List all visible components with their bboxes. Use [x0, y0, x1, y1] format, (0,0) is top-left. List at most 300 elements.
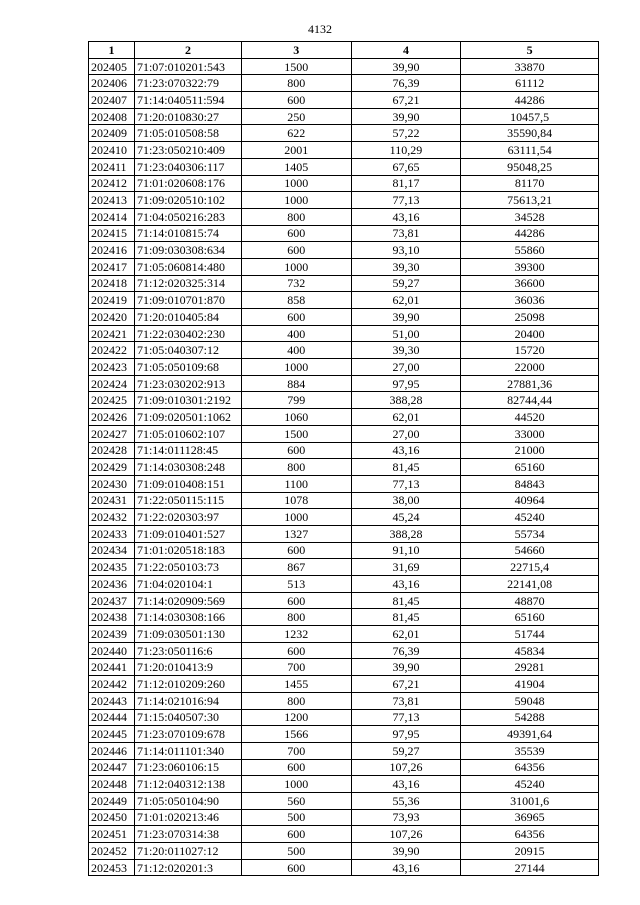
table-cell-col1: 202407: [89, 92, 135, 109]
table-row: [89, 108, 599, 125]
table-cell-col5: 51744: [461, 626, 599, 643]
table-cell-col2: 71:04:050216:283: [134, 208, 241, 225]
table-cell-col2: 71:12:040312:138: [134, 776, 241, 793]
table-cell-col2: 71:20:010830:27: [134, 108, 241, 125]
column-header-1: 1: [89, 42, 135, 59]
table-cell-col4: 43,16: [351, 208, 461, 225]
table-cell-col1: 202437: [89, 592, 135, 609]
table-cell-col1: 202442: [89, 676, 135, 693]
table-cell-col3: 400: [241, 325, 351, 342]
table-cell-col2: 71:12:020201:3: [134, 859, 241, 876]
table-cell-col3: 560: [241, 792, 351, 809]
table-cell-col4: 62,01: [351, 626, 461, 643]
table-cell-col4: 38,00: [351, 492, 461, 509]
table-row: [89, 292, 599, 309]
table-cell-col5: 36036: [461, 292, 599, 309]
table-cell-col4: 55,36: [351, 792, 461, 809]
table-cell-col3: 1405: [241, 158, 351, 175]
table-cell-col2: 71:14:030308:166: [134, 609, 241, 626]
table-cell-col3: 600: [241, 225, 351, 242]
table-cell-col1: 202434: [89, 542, 135, 559]
table-cell-col4: 39,90: [351, 843, 461, 860]
table-row: [89, 92, 599, 109]
table-cell-col5: 65160: [461, 609, 599, 626]
table-cell-col4: 76,39: [351, 642, 461, 659]
table-row: [89, 592, 599, 609]
table-cell-col1: 202449: [89, 792, 135, 809]
table-cell-col5: 39300: [461, 258, 599, 275]
table-cell-col5: 22715,4: [461, 559, 599, 576]
table-cell-col1: 202421: [89, 325, 135, 342]
table-cell-col2: 71:14:011128:45: [134, 442, 241, 459]
table-cell-col3: 400: [241, 342, 351, 359]
table-cell-col1: 202433: [89, 525, 135, 542]
table-cell-col3: 799: [241, 392, 351, 409]
table-cell-col5: 64356: [461, 826, 599, 843]
table-cell-col3: 250: [241, 108, 351, 125]
table-cell-col3: 700: [241, 742, 351, 759]
table-row: [89, 442, 599, 459]
table-cell-col3: 600: [241, 442, 351, 459]
table-cell-col4: 77,13: [351, 709, 461, 726]
table-cell-col4: 43,16: [351, 859, 461, 876]
table-row: [89, 709, 599, 726]
table-cell-col4: 388,28: [351, 525, 461, 542]
table-cell-col2: 71:23:050116:6: [134, 642, 241, 659]
table-cell-col4: 67,65: [351, 158, 461, 175]
table-cell-col3: 1000: [241, 258, 351, 275]
page-number: 4132: [308, 22, 332, 36]
table-cell-col3: 600: [241, 92, 351, 109]
table-cell-col5: 54288: [461, 709, 599, 726]
table-cell-col2: 71:14:021016:94: [134, 692, 241, 709]
table-cell-col1: 202416: [89, 242, 135, 259]
table-cell-col1: 202440: [89, 642, 135, 659]
table-cell-col3: 600: [241, 309, 351, 326]
table-cell-col2: 71:05:050104:90: [134, 792, 241, 809]
table-cell-col4: 93,10: [351, 242, 461, 259]
table-cell-col5: 48870: [461, 592, 599, 609]
table-cell-col1: 202428: [89, 442, 135, 459]
table-cell-col3: 1000: [241, 359, 351, 376]
table-cell-col1: 202446: [89, 742, 135, 759]
table-cell-col3: 600: [241, 242, 351, 259]
column-header-2: 2: [134, 42, 241, 59]
table-cell-col4: 77,13: [351, 475, 461, 492]
table-row: [89, 175, 599, 192]
table-row: [89, 142, 599, 159]
table-row: [89, 826, 599, 843]
table-row: [89, 509, 599, 526]
table-cell-col5: 33870: [461, 58, 599, 75]
table-row: [89, 375, 599, 392]
table-cell-col3: 513: [241, 576, 351, 593]
table-cell-col2: 71:09:020501:1062: [134, 409, 241, 426]
table-row: [89, 626, 599, 643]
table-cell-col1: 202414: [89, 208, 135, 225]
table-cell-col4: 27,00: [351, 425, 461, 442]
table-row: [89, 58, 599, 75]
table-cell-col4: 97,95: [351, 726, 461, 743]
table-cell-col3: 1500: [241, 425, 351, 442]
table-row: [89, 425, 599, 442]
table-cell-col4: 388,28: [351, 392, 461, 409]
table-cell-col3: 800: [241, 609, 351, 626]
table-cell-col3: 800: [241, 459, 351, 476]
table-cell-col2: 71:04:020104:1: [134, 576, 241, 593]
table-cell-col4: 67,21: [351, 676, 461, 693]
table-cell-col3: 867: [241, 559, 351, 576]
table-cell-col2: 71:14:010815:74: [134, 225, 241, 242]
table-cell-col4: 81,45: [351, 592, 461, 609]
table-cell-col4: 77,13: [351, 192, 461, 209]
table-cell-col4: 81,17: [351, 175, 461, 192]
table-cell-col2: 71:07:010201:543: [134, 58, 241, 75]
table-cell-col1: 202445: [89, 726, 135, 743]
table-row: [89, 742, 599, 759]
table-cell-col1: 202417: [89, 258, 135, 275]
table-cell-col4: 39,30: [351, 342, 461, 359]
table-cell-col2: 71:09:010408:151: [134, 475, 241, 492]
table-row: [89, 576, 599, 593]
table-cell-col2: 71:22:050103:73: [134, 559, 241, 576]
table-cell-col1: 202452: [89, 843, 135, 860]
table-cell-col4: 43,16: [351, 442, 461, 459]
table-cell-col3: 600: [241, 592, 351, 609]
table-cell-col5: 35590,84: [461, 125, 599, 142]
table-row: [89, 776, 599, 793]
table-row: [89, 359, 599, 376]
table-row: [89, 258, 599, 275]
table-cell-col1: 202431: [89, 492, 135, 509]
table-row: [89, 726, 599, 743]
table-cell-col1: 202435: [89, 559, 135, 576]
table-cell-col5: 63111,54: [461, 142, 599, 159]
table-row: [89, 492, 599, 509]
table-cell-col5: 27881,36: [461, 375, 599, 392]
table-cell-col1: 202443: [89, 692, 135, 709]
column-header-4: 4: [351, 42, 461, 59]
table-cell-col4: 43,16: [351, 576, 461, 593]
table-cell-col3: 600: [241, 642, 351, 659]
table-cell-col3: 600: [241, 859, 351, 876]
table-cell-col1: 202426: [89, 409, 135, 426]
table-cell-col4: 59,27: [351, 742, 461, 759]
table-cell-col3: 1200: [241, 709, 351, 726]
table-row: [89, 843, 599, 860]
table-cell-col5: 36600: [461, 275, 599, 292]
table-cell-col2: 71:23:030202:913: [134, 375, 241, 392]
table-cell-col1: 202418: [89, 275, 135, 292]
table-cell-col1: 202430: [89, 475, 135, 492]
table-cell-col4: 62,01: [351, 292, 461, 309]
table-cell-col1: 202415: [89, 225, 135, 242]
table-cell-col2: 71:09:030308:634: [134, 242, 241, 259]
table-cell-col3: 800: [241, 75, 351, 92]
table-cell-col1: 202423: [89, 359, 135, 376]
table-cell-col5: 10457,5: [461, 108, 599, 125]
table-cell-col4: 81,45: [351, 459, 461, 476]
table-row: [89, 542, 599, 559]
table-cell-col1: 202424: [89, 375, 135, 392]
table-cell-col2: 71:23:050210:409: [134, 142, 241, 159]
table-cell-col4: 59,27: [351, 275, 461, 292]
table-row: [89, 642, 599, 659]
table-cell-col4: 91,10: [351, 542, 461, 559]
table-cell-col4: 67,21: [351, 92, 461, 109]
table-row: [89, 158, 599, 175]
table-row: [89, 125, 599, 142]
table-cell-col5: 36965: [461, 809, 599, 826]
table-row: [89, 559, 599, 576]
table-cell-col5: 21000: [461, 442, 599, 459]
table-row: [89, 659, 599, 676]
table-cell-col2: 71:22:050115:115: [134, 492, 241, 509]
table-cell-col2: 71:22:020303:97: [134, 509, 241, 526]
table-cell-col2: 71:05:050109:68: [134, 359, 241, 376]
table-cell-col1: 202419: [89, 292, 135, 309]
table-cell-col2: 71:09:010701:870: [134, 292, 241, 309]
table-cell-col2: 71:23:060106:15: [134, 759, 241, 776]
table-row: [89, 342, 599, 359]
table-cell-col4: 43,16: [351, 776, 461, 793]
table-row: [89, 208, 599, 225]
table-header-row: [89, 42, 599, 59]
table-cell-col3: 1060: [241, 409, 351, 426]
table-cell-col5: 95048,25: [461, 158, 599, 175]
table-cell-col1: 202436: [89, 576, 135, 593]
table-cell-col1: 202432: [89, 509, 135, 526]
table-cell-col4: 107,26: [351, 826, 461, 843]
table-cell-col2: 71:05:060814:480: [134, 258, 241, 275]
table-cell-col1: 202441: [89, 659, 135, 676]
table-cell-col1: 202439: [89, 626, 135, 643]
table-cell-col4: 31,69: [351, 559, 461, 576]
table-cell-col3: 622: [241, 125, 351, 142]
table-cell-col2: 71:15:040507:30: [134, 709, 241, 726]
table-cell-col3: 884: [241, 375, 351, 392]
table-cell-col2: 71:05:010508:58: [134, 125, 241, 142]
table-cell-col1: 202429: [89, 459, 135, 476]
table-cell-col5: 34528: [461, 208, 599, 225]
table-cell-col5: 45834: [461, 642, 599, 659]
table-cell-col3: 600: [241, 826, 351, 843]
table-cell-col2: 71:09:010301:2192: [134, 392, 241, 409]
table-row: [89, 859, 599, 876]
table-cell-col4: 62,01: [351, 409, 461, 426]
table-cell-col4: 39,90: [351, 58, 461, 75]
table-cell-col3: 500: [241, 843, 351, 860]
table-cell-col5: 15720: [461, 342, 599, 359]
table-cell-col4: 73,93: [351, 809, 461, 826]
table-cell-col3: 1455: [241, 676, 351, 693]
table-cell-col4: 51,00: [351, 325, 461, 342]
table-cell-col2: 71:05:040307:12: [134, 342, 241, 359]
table-cell-col4: 39,90: [351, 309, 461, 326]
table-row: [89, 759, 599, 776]
table-cell-col2: 71:23:040306:117: [134, 158, 241, 175]
table-cell-col3: 600: [241, 759, 351, 776]
table-cell-col1: 202427: [89, 425, 135, 442]
table-cell-col3: 800: [241, 692, 351, 709]
table-cell-col3: 1000: [241, 192, 351, 209]
table-cell-col1: 202405: [89, 58, 135, 75]
table-cell-col3: 1000: [241, 509, 351, 526]
table-row: [89, 525, 599, 542]
table-cell-col4: 39,30: [351, 258, 461, 275]
table-cell-col3: 600: [241, 542, 351, 559]
table-cell-col3: 1566: [241, 726, 351, 743]
table-cell-col5: 44286: [461, 92, 599, 109]
table-cell-col3: 1232: [241, 626, 351, 643]
table-cell-col5: 20915: [461, 843, 599, 860]
table-cell-col5: 41904: [461, 676, 599, 693]
table-cell-col4: 39,90: [351, 108, 461, 125]
table-cell-col2: 71:23:070314:38: [134, 826, 241, 843]
table-row: [89, 309, 599, 326]
table-cell-col5: 64356: [461, 759, 599, 776]
column-header-5: 5: [461, 42, 599, 59]
table-row: [89, 459, 599, 476]
table-row: [89, 392, 599, 409]
table-cell-col5: 22141,08: [461, 576, 599, 593]
table-row: [89, 676, 599, 693]
table-cell-col5: 45240: [461, 776, 599, 793]
table-cell-col4: 27,00: [351, 359, 461, 376]
table-cell-col3: 2001: [241, 142, 351, 159]
table-cell-col4: 45,24: [351, 509, 461, 526]
table-cell-col3: 1000: [241, 776, 351, 793]
table-cell-col2: 71:01:020518:183: [134, 542, 241, 559]
table-cell-col3: 700: [241, 659, 351, 676]
table-cell-col5: 49391,64: [461, 726, 599, 743]
table-cell-col5: 40964: [461, 492, 599, 509]
table-cell-col2: 71:14:030308:248: [134, 459, 241, 476]
table-cell-col1: 202411: [89, 158, 135, 175]
table-cell-col5: 33000: [461, 425, 599, 442]
table-cell-col4: 73,81: [351, 692, 461, 709]
table-cell-col5: 59048: [461, 692, 599, 709]
table-cell-col4: 39,90: [351, 659, 461, 676]
table-cell-col1: 202425: [89, 392, 135, 409]
table-cell-col3: 1500: [241, 58, 351, 75]
table-cell-col5: 54660: [461, 542, 599, 559]
table-cell-col1: 202420: [89, 309, 135, 326]
table-cell-col2: 71:20:010405:84: [134, 309, 241, 326]
table-cell-col5: 75613,21: [461, 192, 599, 209]
table-row: [89, 75, 599, 92]
table-cell-col1: 202409: [89, 125, 135, 142]
table-cell-col3: 1078: [241, 492, 351, 509]
table-cell-col2: 71:22:030402:230: [134, 325, 241, 342]
table-cell-col2: 71:09:010401:527: [134, 525, 241, 542]
table-cell-col1: 202406: [89, 75, 135, 92]
table-cell-col4: 73,81: [351, 225, 461, 242]
table-cell-col1: 202410: [89, 142, 135, 159]
table-cell-col2: 71:12:010209:260: [134, 676, 241, 693]
table-cell-col1: 202422: [89, 342, 135, 359]
table-cell-col4: 81,45: [351, 609, 461, 626]
table-row: [89, 692, 599, 709]
table-cell-col1: 202438: [89, 609, 135, 626]
table-cell-col1: 202450: [89, 809, 135, 826]
table-cell-col4: 110,29: [351, 142, 461, 159]
table-cell-col1: 202448: [89, 776, 135, 793]
column-header-3: 3: [241, 42, 351, 59]
table-cell-col1: 202412: [89, 175, 135, 192]
table-row: [89, 275, 599, 292]
table-cell-col2: 71:09:030501:130: [134, 626, 241, 643]
table-row: [89, 809, 599, 826]
table-row: [89, 225, 599, 242]
table-cell-col5: 45240: [461, 509, 599, 526]
table-cell-col5: 27144: [461, 859, 599, 876]
table-cell-col5: 35539: [461, 742, 599, 759]
table-cell-col3: 1000: [241, 175, 351, 192]
table-cell-col5: 61112: [461, 75, 599, 92]
table-cell-col3: 1327: [241, 525, 351, 542]
table-cell-col2: 71:09:020510:102: [134, 192, 241, 209]
table-cell-col5: 44520: [461, 409, 599, 426]
table-cell-col5: 44286: [461, 225, 599, 242]
table-cell-col4: 97,95: [351, 375, 461, 392]
table-cell-col2: 71:20:011027:12: [134, 843, 241, 860]
table-cell-col5: 65160: [461, 459, 599, 476]
table-cell-col5: 81170: [461, 175, 599, 192]
table-row: [89, 792, 599, 809]
table-cell-col2: 71:20:010413:9: [134, 659, 241, 676]
table-cell-col5: 29281: [461, 659, 599, 676]
table-cell-col5: 55734: [461, 525, 599, 542]
table-cell-col5: 84843: [461, 475, 599, 492]
table-cell-col4: 57,22: [351, 125, 461, 142]
table-cell-col1: 202451: [89, 826, 135, 843]
table-cell-col1: 202444: [89, 709, 135, 726]
table-cell-col2: 71:01:020213:46: [134, 809, 241, 826]
table-cell-col3: 732: [241, 275, 351, 292]
table-row: [89, 609, 599, 626]
table-cell-col2: 71:23:070109:678: [134, 726, 241, 743]
table-cell-col2: 71:05:010602:107: [134, 425, 241, 442]
table-cell-col2: 71:01:020608:176: [134, 175, 241, 192]
table-row: [89, 192, 599, 209]
table-cell-col3: 858: [241, 292, 351, 309]
table-cell-col2: 71:14:011101:340: [134, 742, 241, 759]
table-row: [89, 242, 599, 259]
table-cell-col5: 55860: [461, 242, 599, 259]
table-cell-col3: 800: [241, 208, 351, 225]
table-row: [89, 475, 599, 492]
table-cell-col4: 107,26: [351, 759, 461, 776]
table-cell-col2: 71:14:040511:594: [134, 92, 241, 109]
table-cell-col5: 82744,44: [461, 392, 599, 409]
table-cell-col2: 71:23:070322:79: [134, 75, 241, 92]
table-cell-col3: 1100: [241, 475, 351, 492]
table-body: [89, 58, 599, 876]
table-cell-col2: 71:14:020909:569: [134, 592, 241, 609]
table-cell-col1: 202408: [89, 108, 135, 125]
table-cell-col5: 20400: [461, 325, 599, 342]
table-cell-col4: 76,39: [351, 75, 461, 92]
table-row: [89, 325, 599, 342]
table-row: [89, 409, 599, 426]
data-table: [88, 41, 599, 876]
table-cell-col5: 22000: [461, 359, 599, 376]
table-cell-col5: 25098: [461, 309, 599, 326]
table-cell-col5: 31001,6: [461, 792, 599, 809]
table-cell-col2: 71:12:020325:314: [134, 275, 241, 292]
table-cell-col1: 202413: [89, 192, 135, 209]
